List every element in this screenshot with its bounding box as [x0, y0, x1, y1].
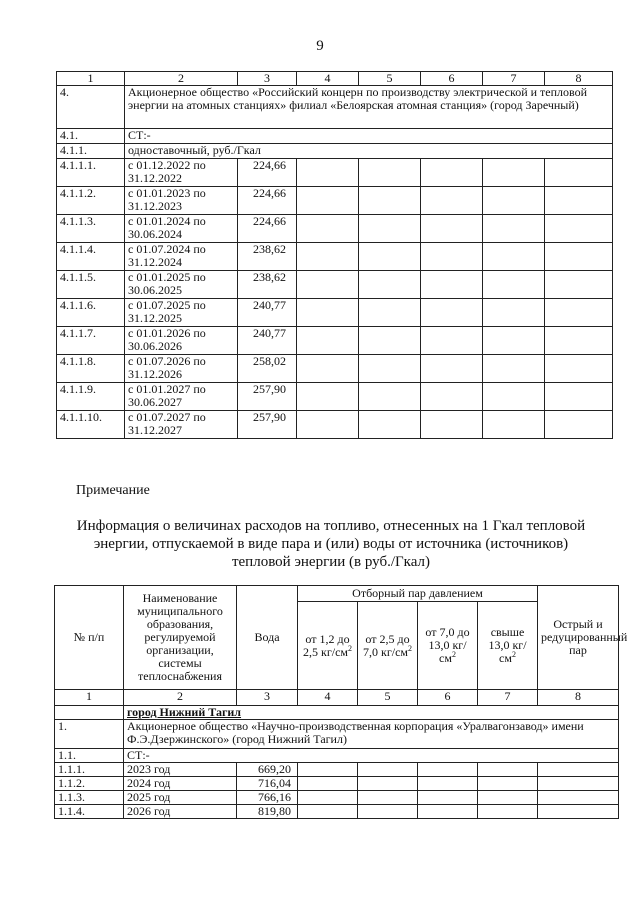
row-number: 4.1.1. [57, 144, 125, 159]
header-water: Вода [237, 586, 298, 690]
empty-cell [421, 411, 483, 439]
table-caption: Информация о величинах расходов на топливо, отнесенных на 1 Гкал тепловой энергии, отпускаемой в виде пара и (или) воды от источника (источников) тепловой энергии (в руб./Гкал) [76, 518, 586, 570]
tariff-value: 224,66 [238, 215, 297, 243]
column-number: 6 [421, 72, 483, 86]
tariff-row [57, 411, 613, 439]
header-pressure-1: от 1,2 до 2,5 $кг/см^2$ [298, 602, 358, 690]
header-name: Наименование муниципального образования, регулируемой организации, системы теплоснабжения [124, 586, 237, 690]
empty-cell [297, 271, 359, 299]
empty-cell [538, 777, 619, 791]
period: с 01.07.2027 по 31.12.2027 [125, 411, 238, 439]
empty-cell [483, 383, 545, 411]
column-number: 4 [298, 690, 358, 706]
empty-cell [421, 383, 483, 411]
column-number: 2 [124, 690, 237, 706]
header-sharp-steam: Острый и редуцированный пар [538, 586, 619, 690]
header-steam-group: Отборный пар давлением [298, 586, 538, 602]
period: с 01.01.2024 по 30.06.2024 [125, 215, 238, 243]
empty-cell [545, 187, 613, 215]
empty-cell [478, 791, 538, 805]
st-row [55, 749, 619, 763]
empty-cell [418, 805, 478, 819]
empty-cell [418, 777, 478, 791]
period: с 01.01.2027 по 30.06.2027 [125, 383, 238, 411]
empty-cell [359, 355, 421, 383]
row-number: 4.1. [57, 129, 125, 144]
empty-cell [359, 243, 421, 271]
column-number: 4 [297, 72, 359, 86]
year: 2025 год [124, 791, 237, 805]
header-pressure-2: от 2,5 до 7,0 $кг/см^2$ [358, 602, 418, 690]
period: с 01.07.2025 по 31.12.2025 [125, 299, 238, 327]
empty-cell [483, 271, 545, 299]
tariff-row [57, 299, 613, 327]
tariff-row [57, 271, 613, 299]
row-number: 1. [55, 720, 124, 749]
row-number: 4.1.1.4. [57, 243, 125, 271]
empty-cell [298, 763, 358, 777]
period: с 01.01.2023 по 31.12.2023 [125, 187, 238, 215]
st-row [57, 129, 613, 144]
header-pressure-4: свыше 13,0 $кг/см^2$ [478, 602, 538, 690]
year: 2024 год [124, 777, 237, 791]
header-pressure-3: от 7,0 до 13,0 $кг/см^2$ [418, 602, 478, 690]
note-label: Примечание [76, 483, 150, 498]
tariff-row [57, 187, 613, 215]
empty-cell [545, 215, 613, 243]
empty-cell [421, 187, 483, 215]
year: 2026 год [124, 805, 237, 819]
tariff-type-row [57, 144, 613, 159]
period: с 01.12.2022 по 31.12.2022 [125, 159, 238, 187]
column-number-row [55, 690, 619, 706]
fuel-cost-row [55, 791, 619, 805]
empty-cell [478, 763, 538, 777]
empty-cell [297, 299, 359, 327]
empty-cell [421, 327, 483, 355]
fuel-cost-row [55, 805, 619, 819]
period: с 01.01.2026 по 30.06.2026 [125, 327, 238, 355]
empty-cell [538, 791, 619, 805]
empty-cell [359, 411, 421, 439]
tariff-type-label: одноставочный, руб./Гкал [125, 144, 613, 159]
tariff-row [57, 243, 613, 271]
empty-cell [545, 271, 613, 299]
empty-cell [483, 187, 545, 215]
row-number: 1.1.3. [55, 791, 124, 805]
tariff-value: 238,62 [238, 243, 297, 271]
st-label: СТ:- [125, 129, 613, 144]
empty-cell [297, 383, 359, 411]
empty-cell [297, 411, 359, 439]
period: с 01.07.2024 по 31.12.2024 [125, 243, 238, 271]
empty-cell [545, 355, 613, 383]
row-number: 4.1.1.5. [57, 271, 125, 299]
row-number: 4.1.1.7. [57, 327, 125, 355]
tariff-row [57, 159, 613, 187]
tariff-row [57, 383, 613, 411]
fuel-cost-row [55, 763, 619, 777]
row-number: 4.1.1.6. [57, 299, 125, 327]
empty-cell [297, 327, 359, 355]
tariff-value: 240,77 [238, 299, 297, 327]
empty-cell [421, 159, 483, 187]
column-number: 5 [358, 690, 418, 706]
tariff-row [57, 355, 613, 383]
tariff-table [56, 71, 613, 439]
empty-cell [545, 327, 613, 355]
empty-cell [545, 299, 613, 327]
empty-cell [538, 763, 619, 777]
empty-cell [478, 777, 538, 791]
city-name: город Нижний Тагил [124, 706, 619, 720]
empty-cell [421, 215, 483, 243]
column-number: 3 [238, 72, 297, 86]
empty-cell [297, 243, 359, 271]
empty-cell [421, 271, 483, 299]
tariff-value: 224,66 [238, 159, 297, 187]
column-number: 5 [359, 72, 421, 86]
column-number: 8 [545, 72, 613, 86]
empty-cell [359, 299, 421, 327]
empty-cell [358, 763, 418, 777]
empty-cell [545, 411, 613, 439]
empty-cell [297, 355, 359, 383]
empty-cell [297, 159, 359, 187]
empty-cell [358, 791, 418, 805]
row-number: 1.1.2. [55, 777, 124, 791]
year: 2023 год [124, 763, 237, 777]
empty-cell [358, 805, 418, 819]
row-number: 4.1.1.9. [57, 383, 125, 411]
water-value: 766,16 [237, 791, 298, 805]
empty-cell [478, 805, 538, 819]
empty-cell [483, 299, 545, 327]
empty-cell [359, 215, 421, 243]
empty-cell [421, 355, 483, 383]
row-number: 4.1.1.8. [57, 355, 125, 383]
row-number: 4.1.1.1. [57, 159, 125, 187]
empty-cell [358, 777, 418, 791]
empty-cell [298, 777, 358, 791]
column-number: 8 [538, 690, 619, 706]
row-number: 1.1.1. [55, 763, 124, 777]
empty-cell [359, 271, 421, 299]
tariff-value: 238,62 [238, 271, 297, 299]
column-number: 1 [57, 72, 125, 86]
empty-cell [297, 215, 359, 243]
empty-cell [483, 355, 545, 383]
period: с 01.07.2026 по 31.12.2026 [125, 355, 238, 383]
empty-cell [297, 187, 359, 215]
empty-cell [538, 805, 619, 819]
empty-cell [483, 411, 545, 439]
empty-cell [418, 791, 478, 805]
organization-name: Акционерное общество «Российский концерн по производству электрической и тепловой энергии на атомных станциях» филиал «Белоярская атомная станция» (город Заречный) [125, 86, 613, 129]
empty-cell [483, 243, 545, 271]
empty-cell [545, 383, 613, 411]
tariff-value: 224,66 [238, 187, 297, 215]
empty-cell [483, 215, 545, 243]
empty-cell [359, 383, 421, 411]
column-number: 7 [478, 690, 538, 706]
header-row-1 [55, 586, 619, 602]
row-number: 4.1.1.2. [57, 187, 125, 215]
water-value: 669,20 [237, 763, 298, 777]
row-number: 1.1. [55, 749, 124, 763]
tariff-value: 240,77 [238, 327, 297, 355]
organization-name: Акционерное общество «Научно-производственная корпорация «Уралвагонзавод» имени Ф.Э.Дзержинского» (город Нижний Тагил) [124, 720, 619, 749]
organization-row [57, 86, 613, 129]
empty-cell [298, 791, 358, 805]
tariff-row [57, 215, 613, 243]
empty-cell [359, 187, 421, 215]
empty-cell [545, 243, 613, 271]
empty-cell [545, 159, 613, 187]
water-value: 819,80 [237, 805, 298, 819]
tariff-value: 258,02 [238, 355, 297, 383]
tariff-row [57, 327, 613, 355]
page-number: 9 [316, 38, 324, 54]
row-number: 4. [57, 86, 125, 129]
st-label: СТ:- [124, 749, 619, 763]
water-value: 716,04 [237, 777, 298, 791]
empty-cell [483, 327, 545, 355]
column-number-row [57, 72, 613, 86]
empty-cell [359, 159, 421, 187]
period: с 01.01.2025 по 30.06.2025 [125, 271, 238, 299]
fuel-cost-table [54, 585, 628, 819]
empty-cell [298, 805, 358, 819]
column-number: 2 [125, 72, 238, 86]
organization-row [55, 720, 619, 749]
empty-cell [418, 763, 478, 777]
empty-cell [421, 299, 483, 327]
column-number: 3 [237, 690, 298, 706]
column-number: 6 [418, 690, 478, 706]
header-num: № п/п [55, 586, 124, 690]
column-number: 1 [55, 690, 124, 706]
row-number: 1.1.4. [55, 805, 124, 819]
fuel-cost-row [55, 777, 619, 791]
row-number: 4.1.1.10. [57, 411, 125, 439]
column-number: 7 [483, 72, 545, 86]
row-number: 4.1.1.3. [57, 215, 125, 243]
tariff-value: 257,90 [238, 383, 297, 411]
empty-cell [483, 159, 545, 187]
empty-cell [421, 243, 483, 271]
tariff-value: 257,90 [238, 411, 297, 439]
city-row [55, 706, 619, 720]
empty-cell [359, 327, 421, 355]
